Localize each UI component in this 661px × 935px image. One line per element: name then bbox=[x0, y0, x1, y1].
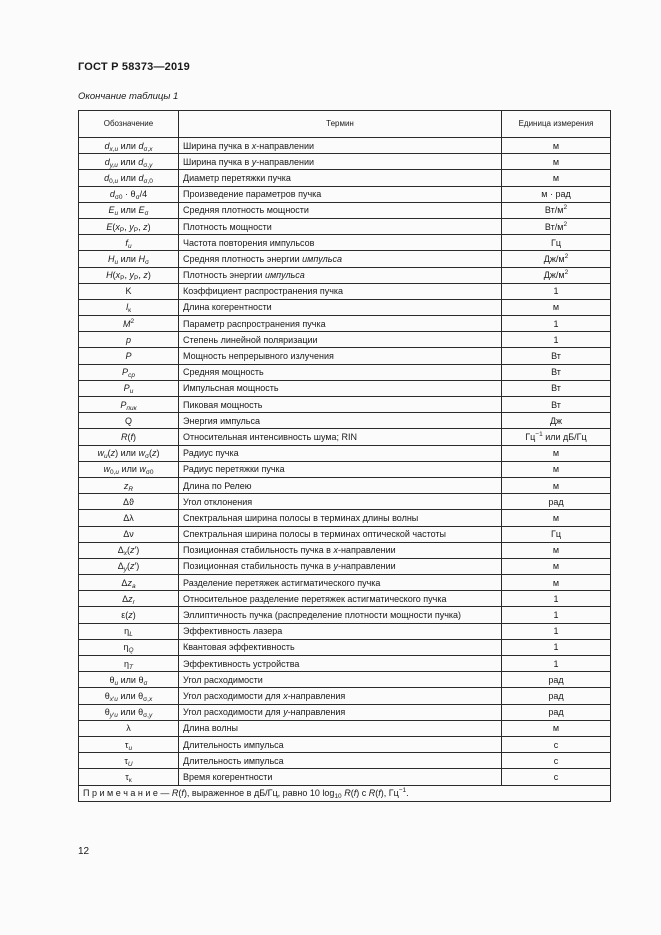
term-cell: Длительность импульса bbox=[179, 736, 502, 752]
symbol-cell: $w_u(z)$ или $w_\sigma(z)$ bbox=[79, 445, 179, 461]
unit-cell: Вт bbox=[502, 397, 611, 413]
symbol-cell: $\tau_U$ bbox=[79, 753, 179, 769]
term-cell: Пиковая мощность bbox=[179, 397, 502, 413]
symbol-cell: $d_{x,u}$ или $d_{\sigma,x}$ bbox=[79, 138, 179, 154]
symbol-cell: $\tau_и$ bbox=[79, 736, 179, 752]
table-row bbox=[79, 542, 611, 558]
term-cell: Относительное разделение перетяжек астигматического пучка bbox=[179, 591, 502, 607]
table-header-row bbox=[79, 111, 611, 138]
term-cell: Средняя плотность мощности bbox=[179, 202, 502, 218]
unit-cell: рад bbox=[502, 494, 611, 510]
unit-cell: $Дж/м^2$ bbox=[502, 251, 611, 267]
table-row bbox=[79, 299, 611, 315]
table-row bbox=[79, 753, 611, 769]
table-row bbox=[79, 186, 611, 202]
unit-cell: м · рад bbox=[502, 186, 611, 202]
table-row bbox=[79, 526, 611, 542]
term-cell: Плотность мощности bbox=[179, 218, 502, 234]
unit-cell: м bbox=[502, 720, 611, 736]
term-cell: Ширина пучка в у-направлении bbox=[179, 154, 502, 170]
symbol-cell: $z_R$ bbox=[79, 477, 179, 493]
symbol-cell: $H(x_P$, $y_P$, z) bbox=[79, 267, 179, 283]
symbol-cell: P bbox=[79, 348, 179, 364]
unit-cell: Гц bbox=[502, 526, 611, 542]
term-cell: Спектральная ширина полосы в терминах длины волны bbox=[179, 510, 502, 526]
symbol-cell: K bbox=[79, 283, 179, 299]
unit-cell: м bbox=[502, 558, 611, 574]
symbol-cell: $\theta_{x'u}$ или $\theta_{\sigma,x}$ bbox=[79, 688, 179, 704]
table-row bbox=[79, 154, 611, 170]
symbol-cell: $\Delta z_r$ bbox=[79, 591, 179, 607]
unit-cell: Вт bbox=[502, 380, 611, 396]
unit-cell: с bbox=[502, 753, 611, 769]
term-cell: Угол расходимости для у-направления bbox=[179, 704, 502, 720]
term-cell: Средняя мощность bbox=[179, 364, 502, 380]
term-cell: Позиционная стабильность пучка в х-направлении bbox=[179, 542, 502, 558]
symbol-cell: $E(x_P$, $y_P$, z) bbox=[79, 218, 179, 234]
term-cell: Длина когерентности bbox=[179, 299, 502, 315]
symbol-cell: p bbox=[79, 332, 179, 348]
symbol-cell: Δλ bbox=[79, 510, 179, 526]
unit-cell: м bbox=[502, 170, 611, 186]
symbol-cell: Δν bbox=[79, 526, 179, 542]
table-row bbox=[79, 688, 611, 704]
term-cell: Длина волны bbox=[179, 720, 502, 736]
symbol-cell: $d_{0,u}$ или $d_{\sigma,0}$ bbox=[79, 170, 179, 186]
table-row bbox=[79, 672, 611, 688]
symbol-cell: $l_к$ bbox=[79, 299, 179, 315]
symbol-cell: R(f) bbox=[79, 429, 179, 445]
symbol-cell: $\Delta_x(z')$ bbox=[79, 542, 179, 558]
unit-cell: м bbox=[502, 510, 611, 526]
unit-cell: рад bbox=[502, 688, 611, 704]
term-cell: Плотность энергии импульса bbox=[179, 267, 502, 283]
term-cell: Длина по Релею bbox=[179, 477, 502, 493]
table-row bbox=[79, 332, 611, 348]
symbol-cell: $\tau_к$ bbox=[79, 769, 179, 785]
table-row bbox=[79, 348, 611, 364]
table-note-row bbox=[79, 785, 611, 801]
unit-cell: м bbox=[502, 575, 611, 591]
term-cell: Радиус пучка bbox=[179, 445, 502, 461]
unit-cell: с bbox=[502, 769, 611, 785]
symbol-cell: $P_и$ bbox=[79, 380, 179, 396]
unit-cell: 1 bbox=[502, 607, 611, 623]
unit-cell: 1 bbox=[502, 316, 611, 332]
symbol-cell: $P_{пик}$ bbox=[79, 397, 179, 413]
unit-cell: м bbox=[502, 138, 611, 154]
table-row bbox=[79, 494, 611, 510]
term-cell: Эффективность лазера bbox=[179, 623, 502, 639]
symbol-cell: Q bbox=[79, 413, 179, 429]
term-cell: Степень линейной поляризации bbox=[179, 332, 502, 348]
table-row bbox=[79, 267, 611, 283]
table-body bbox=[79, 138, 611, 786]
column-header-term: Термин bbox=[179, 111, 502, 138]
document-id-header: ГОСТ Р 58373—2019 bbox=[78, 61, 190, 73]
symbol-cell: Δϑ bbox=[79, 494, 179, 510]
column-header-unit: Единица измерения bbox=[502, 111, 611, 138]
term-cell: Диаметр перетяжки пучка bbox=[179, 170, 502, 186]
symbol-cell: $H_u$ или $H_\sigma$ bbox=[79, 251, 179, 267]
symbol-cell: $f_и$ bbox=[79, 235, 179, 251]
table-row bbox=[79, 510, 611, 526]
table-row bbox=[79, 591, 611, 607]
symbol-cell: $\eta_L$ bbox=[79, 623, 179, 639]
symbol-cell: λ bbox=[79, 720, 179, 736]
unit-cell: $Гц^{-1}$ или дБ/Гц bbox=[502, 429, 611, 445]
symbol-cell: $E_u$ или $E_\sigma$ bbox=[79, 202, 179, 218]
term-cell: Энергия импульса bbox=[179, 413, 502, 429]
unit-cell: Дж bbox=[502, 413, 611, 429]
term-cell: Радиус перетяжки пучка bbox=[179, 461, 502, 477]
unit-cell: м bbox=[502, 542, 611, 558]
table-row bbox=[79, 656, 611, 672]
table-caption: Окончание таблицы 1 bbox=[78, 91, 179, 102]
symbols-table bbox=[78, 110, 611, 802]
term-cell: Параметр распространения пучка bbox=[179, 316, 502, 332]
term-cell: Квантовая эффективность bbox=[179, 639, 502, 655]
symbol-cell: $\Delta_y(z')$ bbox=[79, 558, 179, 574]
term-cell: Импульсная мощность bbox=[179, 380, 502, 396]
table-row bbox=[79, 138, 611, 154]
table-row bbox=[79, 251, 611, 267]
symbol-cell: $w_{0,u}$ или $w_{\sigma 0}$ bbox=[79, 461, 179, 477]
unit-cell: Вт bbox=[502, 364, 611, 380]
table-row bbox=[79, 429, 611, 445]
term-cell: Позиционная стабильность пучка в у-направлении bbox=[179, 558, 502, 574]
term-cell: Эллиптичность пучка (распределение плотности мощности пучка) bbox=[179, 607, 502, 623]
symbol-cell: $\theta_u$ или $\theta_\sigma$ bbox=[79, 672, 179, 688]
table-row bbox=[79, 413, 611, 429]
note-text: — R(f), выраженное в дБ/Гц, равно 10 $\log_{10} R(f)$ с R(f), $Гц^{-1}$. bbox=[157, 787, 409, 801]
table-row bbox=[79, 477, 611, 493]
table-row bbox=[79, 218, 611, 234]
unit-cell: м bbox=[502, 477, 611, 493]
unit-cell: м bbox=[502, 299, 611, 315]
symbol-cell: $P_{ср}$ bbox=[79, 364, 179, 380]
unit-cell: рад bbox=[502, 704, 611, 720]
table-row bbox=[79, 380, 611, 396]
unit-cell: м bbox=[502, 461, 611, 477]
table-row bbox=[79, 235, 611, 251]
symbol-cell: $\eta_T$ bbox=[79, 656, 179, 672]
term-cell: Длительность импульса bbox=[179, 753, 502, 769]
unit-cell: Вт bbox=[502, 348, 611, 364]
unit-cell: 1 bbox=[502, 623, 611, 639]
term-cell: Произведение параметров пучка bbox=[179, 186, 502, 202]
table-row bbox=[79, 202, 611, 218]
unit-cell: 1 bbox=[502, 332, 611, 348]
table-row bbox=[79, 397, 611, 413]
unit-cell: 1 bbox=[502, 639, 611, 655]
table-row bbox=[79, 575, 611, 591]
table-row bbox=[79, 170, 611, 186]
table-row bbox=[79, 639, 611, 655]
term-cell: Спектральная ширина полосы в терминах оптической частоты bbox=[179, 526, 502, 542]
unit-cell: 1 bbox=[502, 591, 611, 607]
table-row bbox=[79, 558, 611, 574]
unit-cell: 1 bbox=[502, 656, 611, 672]
table-row bbox=[79, 283, 611, 299]
term-cell: Угол расходимости bbox=[179, 672, 502, 688]
unit-cell: $Вт/м^2$ bbox=[502, 218, 611, 234]
symbol-cell: $M^2$ bbox=[79, 316, 179, 332]
term-cell: Частота повторения импульсов bbox=[179, 235, 502, 251]
table-row bbox=[79, 720, 611, 736]
page-number: 12 bbox=[78, 846, 90, 857]
term-cell: Ширина пучка в х-направлении bbox=[179, 138, 502, 154]
term-cell: Коэффициент распространения пучка bbox=[179, 283, 502, 299]
column-header-symbol: Обозначение bbox=[79, 111, 179, 138]
table-row bbox=[79, 623, 611, 639]
symbol-cell: $\theta_{y'u}$ или $\theta_{\sigma,y}$ bbox=[79, 704, 179, 720]
term-cell: Эффективность устройства bbox=[179, 656, 502, 672]
unit-cell: рад bbox=[502, 672, 611, 688]
term-cell: Угол отклонения bbox=[179, 494, 502, 510]
unit-cell: с bbox=[502, 736, 611, 752]
unit-cell: Гц bbox=[502, 235, 611, 251]
symbol-cell: $d_{\sigma 0} \cdot \theta_\sigma/4$ bbox=[79, 186, 179, 202]
symbol-cell: $d_{y,u}$ или $d_{\sigma,y}$ bbox=[79, 154, 179, 170]
table-row bbox=[79, 364, 611, 380]
unit-cell: 1 bbox=[502, 283, 611, 299]
term-cell: Угол расходимости для х-направления bbox=[179, 688, 502, 704]
unit-cell: $Дж/м^2$ bbox=[502, 267, 611, 283]
unit-cell: м bbox=[502, 445, 611, 461]
table-note bbox=[79, 785, 611, 801]
symbol-cell: $\Delta z_a$ bbox=[79, 575, 179, 591]
table-row bbox=[79, 445, 611, 461]
term-cell: Средняя плотность энергии импульса bbox=[179, 251, 502, 267]
table-row bbox=[79, 769, 611, 785]
table-row bbox=[79, 316, 611, 332]
term-cell: Относительная интенсивность шума; RIN bbox=[179, 429, 502, 445]
unit-cell: $Вт/м^2$ bbox=[502, 202, 611, 218]
table-row bbox=[79, 704, 611, 720]
table-row bbox=[79, 607, 611, 623]
note-label: П р и м е ч а н и е bbox=[83, 788, 158, 799]
term-cell: Мощность непрерывного излучения bbox=[179, 348, 502, 364]
table-row bbox=[79, 736, 611, 752]
term-cell: Разделение перетяжек астигматического пучка bbox=[179, 575, 502, 591]
symbol-cell: ε(z) bbox=[79, 607, 179, 623]
term-cell: Время когерентности bbox=[179, 769, 502, 785]
symbol-cell: $\eta_Q$ bbox=[79, 639, 179, 655]
table-row bbox=[79, 461, 611, 477]
unit-cell: м bbox=[502, 154, 611, 170]
